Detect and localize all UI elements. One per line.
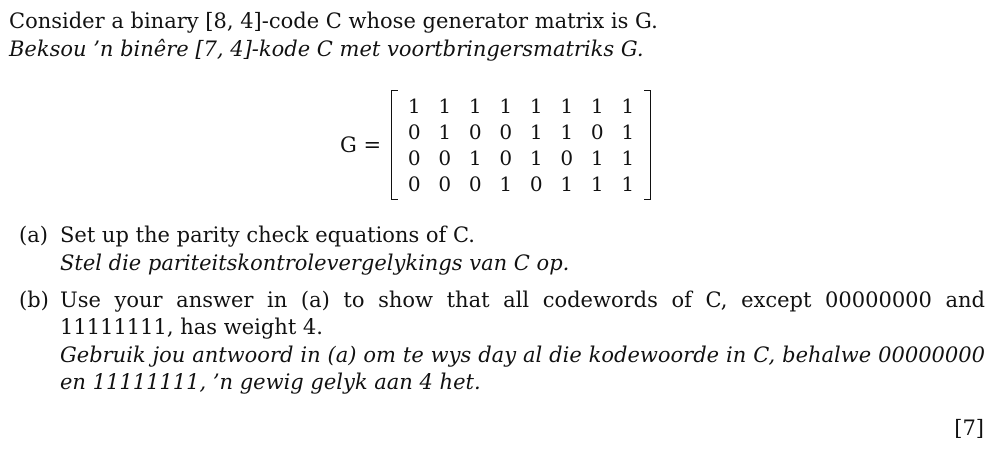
question-a-english: Set up the parity check equations of C. [60,223,475,247]
matrix-entry: 1 [529,146,543,170]
marks-total: [7] [954,416,984,440]
matrix-entry: 1 [499,94,513,118]
question-a-afrikaans: Stel die pariteitskontrolevergelykings van C op. [60,251,570,275]
matrix-entry: 1 [438,120,452,144]
matrix-entry: 1 [590,94,604,118]
matrix-entry: 1 [590,146,604,170]
matrix-entry: 1 [621,120,635,144]
matrix-entry: 0 [438,146,452,170]
generator-matrix [391,90,651,200]
matrix-entry: 0 [560,146,574,170]
matrix-entry: 1 [499,172,513,196]
question-b-label: (b) [19,288,49,312]
matrix-entry: 0 [499,146,513,170]
question-b-afrikaans: Gebruik jou antwoord in (a) om te wys day al die kodewoorde in C, behalwe 00000000 en 11111111, ’n gewig gelyk aan 4 het. [60,343,985,394]
matrix-entry: 1 [529,94,543,118]
matrix-entry: 1 [560,172,574,196]
intro-afrikaans: Beksou ’n binêre [7, 4]-kode C met voortbringersmatriks G. [9,37,644,61]
matrix-entry: 1 [560,120,574,144]
matrix-entry: 0 [529,172,543,196]
matrix-entry: 0 [468,120,482,144]
matrix-entry: 1 [438,94,452,118]
matrix-entry: 0 [407,146,421,170]
matrix-entry: 0 [499,120,513,144]
generator-matrix-block [340,90,651,200]
matrix-entry: 0 [407,172,421,196]
intro-english: Consider a binary [8, 4]-code C whose generator matrix is G. [9,9,658,33]
matrix-entry: 1 [560,94,574,118]
matrix-entry: 1 [621,146,635,170]
matrix-entry: 1 [529,120,543,144]
matrix-entry: 0 [438,172,452,196]
matrix-entry: 0 [590,120,604,144]
left-bracket [391,90,398,200]
matrix-entry: 1 [621,94,635,118]
question-a-label: (a) [19,223,48,247]
question-b-english: Use your answer in (a) to show that all codewords of C, except 00000000 and 11111111, has weight 4. [60,288,985,339]
matrix-grid [399,90,643,197]
matrix-entry: 1 [407,94,421,118]
matrix-entry: 1 [590,172,604,196]
matrix-entry: 1 [621,172,635,196]
matrix-entry: 0 [468,172,482,196]
right-bracket [644,90,651,200]
matrix-entry: 0 [407,120,421,144]
matrix-label: G = [340,133,382,157]
matrix-entry: 1 [468,146,482,170]
matrix-entry: 1 [468,94,482,118]
